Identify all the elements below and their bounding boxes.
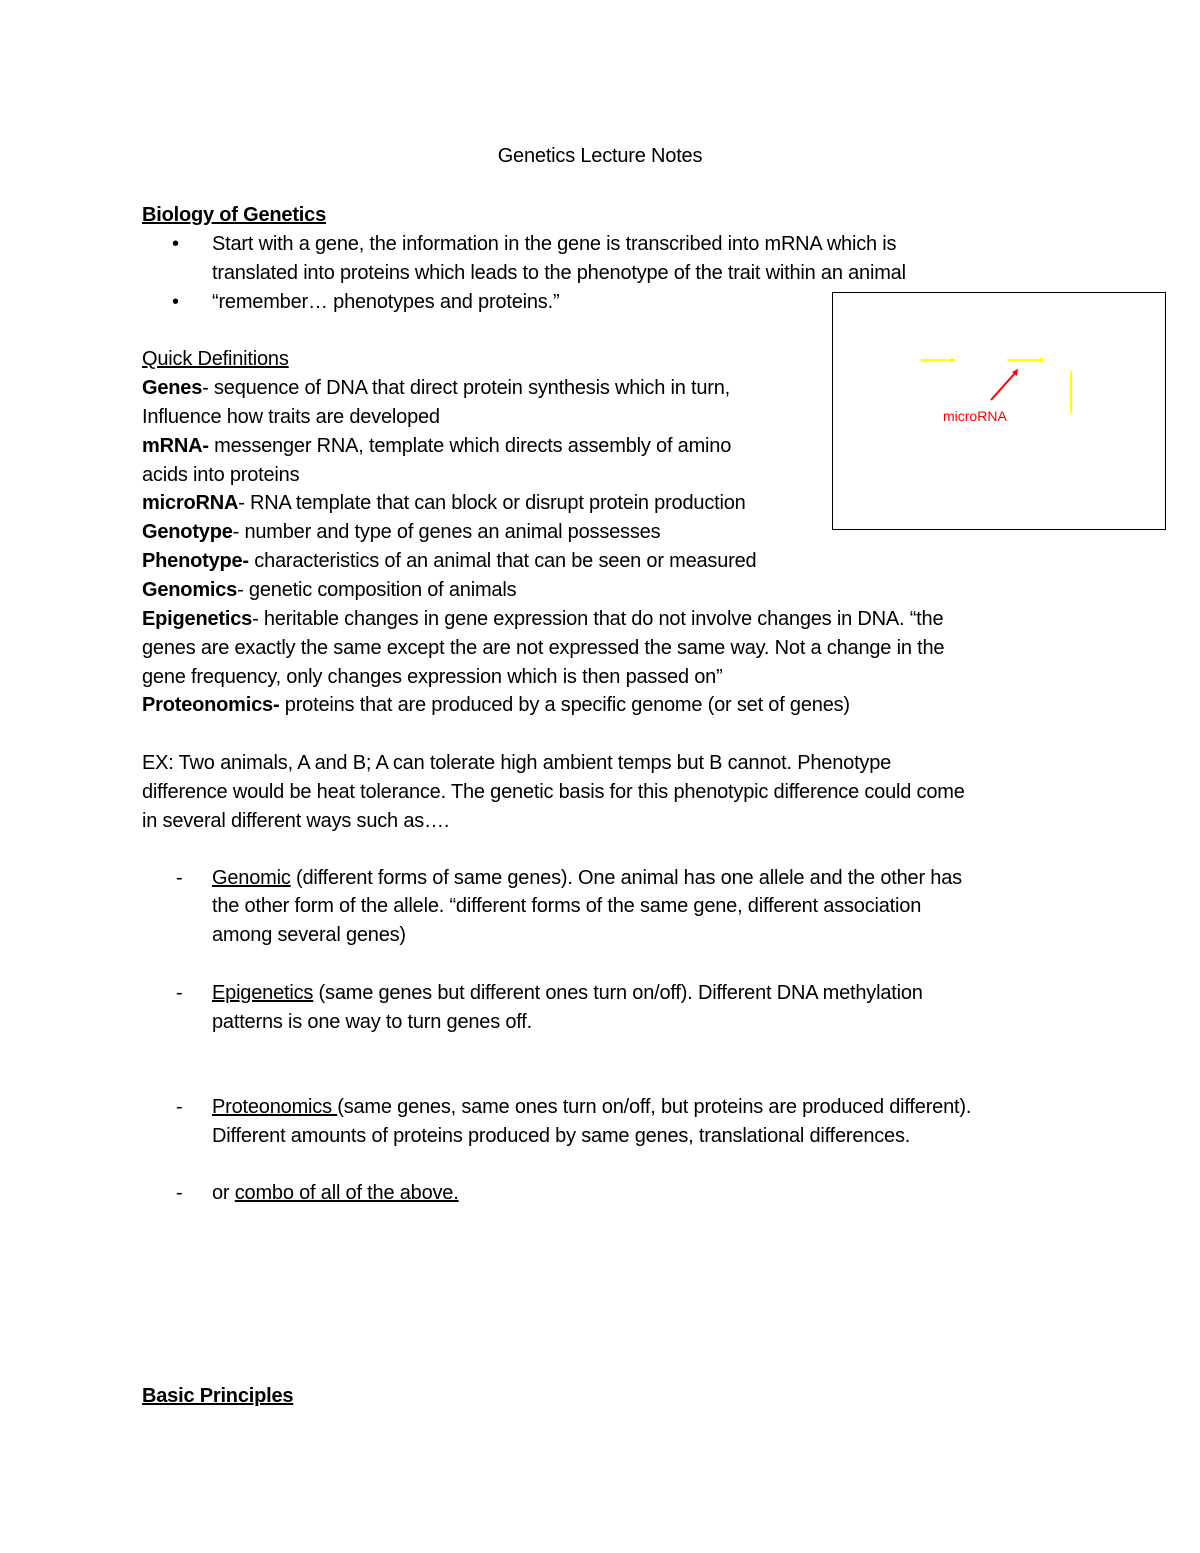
dash-marker: -	[176, 982, 183, 1004]
biology-heading: Biology of Genetics	[142, 204, 327, 226]
microrna-label: microRNA	[943, 408, 1007, 424]
def-epigenetics-line-2: genes are exactly the same except the are not expressed the same way. Not a change in the	[142, 637, 945, 659]
genomic-line-2: the other form of the allele. “different forms of the same gene, different association	[212, 895, 922, 917]
term-epigenetics: Epigenetics	[142, 608, 253, 630]
dash-marker: -	[176, 1182, 183, 1204]
document-title: Genetics Lecture Notes	[497, 145, 703, 167]
combo-term: combo of all of the above.	[234, 1182, 459, 1204]
prot-text: (same genes, same ones turn on/off, but proteins are produced different).	[337, 1096, 972, 1118]
def-epigenetics-line-3: gene frequency, only changes expression which is then passed on”	[142, 666, 723, 688]
def-phenotype-text: characteristics of an animal that can be seen or measured	[248, 550, 757, 572]
def-proteonomics-text: proteins that are produced by a specific genome (or set of genes)	[279, 694, 850, 716]
bullet-dot: •	[172, 233, 180, 255]
term-genomics: Genomics	[142, 579, 238, 601]
def-mrna-line-1	[142, 432, 731, 461]
bullet-dot: •	[172, 291, 180, 313]
def-genotype-text: - number and type of genes an animal possesses	[232, 521, 661, 543]
term-proteonomics: Proteonomics-	[142, 694, 280, 716]
def-microrna-text: - RNA template that can block or disrupt protein production	[238, 492, 746, 514]
genomic-line-1	[212, 864, 962, 893]
genomic-line-3: among several genes)	[212, 924, 406, 946]
dash-marker: -	[176, 867, 183, 889]
def-epigenetics-line-1	[142, 605, 943, 634]
def-mrna-line-2: acids into proteins	[142, 464, 300, 486]
term-microrna: microRNA	[142, 492, 239, 514]
prot-line-2: Different amounts of proteins produced by same genes, translational differences.	[212, 1125, 911, 1147]
microrna-diagram	[832, 292, 1166, 530]
def-proteonomics	[142, 691, 850, 720]
combo-prefix: or	[212, 1182, 235, 1204]
def-epigenetics-text: - heritable changes in gene expression that do not involve changes in DNA. “the	[252, 608, 944, 630]
term-mrna: mRNA-	[142, 435, 209, 457]
combo-line	[212, 1179, 459, 1208]
definitions-heading: Quick Definitions	[142, 348, 289, 370]
def-genomics	[142, 576, 516, 605]
def-microrna	[142, 489, 746, 518]
epi-text: (same genes but different ones turn on/off). Different DNA methylation	[313, 982, 923, 1004]
example-line-2: difference would be heat tolerance. The genetic basis for this phenotypic difference could come	[142, 781, 965, 803]
def-mrna-text: messenger RNA, template which directs assembly of amino	[208, 435, 732, 457]
biology-bullet-1-line-2: translated into proteins which leads to the phenotype of the trait within an animal	[212, 262, 906, 284]
dash-marker: -	[176, 1096, 183, 1118]
epi-line-1	[212, 979, 923, 1008]
biology-bullet-1-line-1: Start with a gene, the information in the gene is transcribed into mRNA which is	[212, 233, 897, 255]
def-genes-text: - sequence of DNA that direct protein synthesis which in turn,	[202, 377, 731, 399]
red-arrow	[991, 369, 1018, 400]
example-line-3: in several different ways such as….	[142, 810, 450, 832]
prot-term: Proteonomics	[212, 1096, 338, 1118]
diagram-canvas	[833, 293, 1167, 531]
def-genes-line-1	[142, 374, 730, 403]
biology-bullet-2: “remember… phenotypes and proteins.”	[212, 291, 560, 313]
term-genes: Genes	[142, 377, 203, 399]
genomic-text: (different forms of same genes). One animal has one allele and the other has	[290, 867, 962, 889]
def-phenotype	[142, 547, 756, 576]
epi-line-2: patterns is one way to turn genes off.	[212, 1011, 533, 1033]
yellow-arrow-2	[1007, 357, 1045, 363]
def-genotype	[142, 518, 660, 547]
example-line-1: EX: Two animals, A and B; A can tolerate high ambient temps but B cannot. Phenotype	[142, 752, 892, 774]
yellow-arrow-1	[921, 357, 956, 363]
basic-principles-heading: Basic Principles	[142, 1385, 294, 1407]
term-phenotype: Phenotype-	[142, 550, 249, 572]
def-genes-line-2: Influence how traits are developed	[142, 406, 440, 428]
def-genomics-text: - genetic composition of animals	[237, 579, 517, 601]
genomic-term: Genomic	[212, 867, 291, 889]
prot-line-1	[212, 1093, 971, 1122]
epi-term: Epigenetics	[212, 982, 314, 1004]
term-genotype: Genotype	[142, 521, 233, 543]
